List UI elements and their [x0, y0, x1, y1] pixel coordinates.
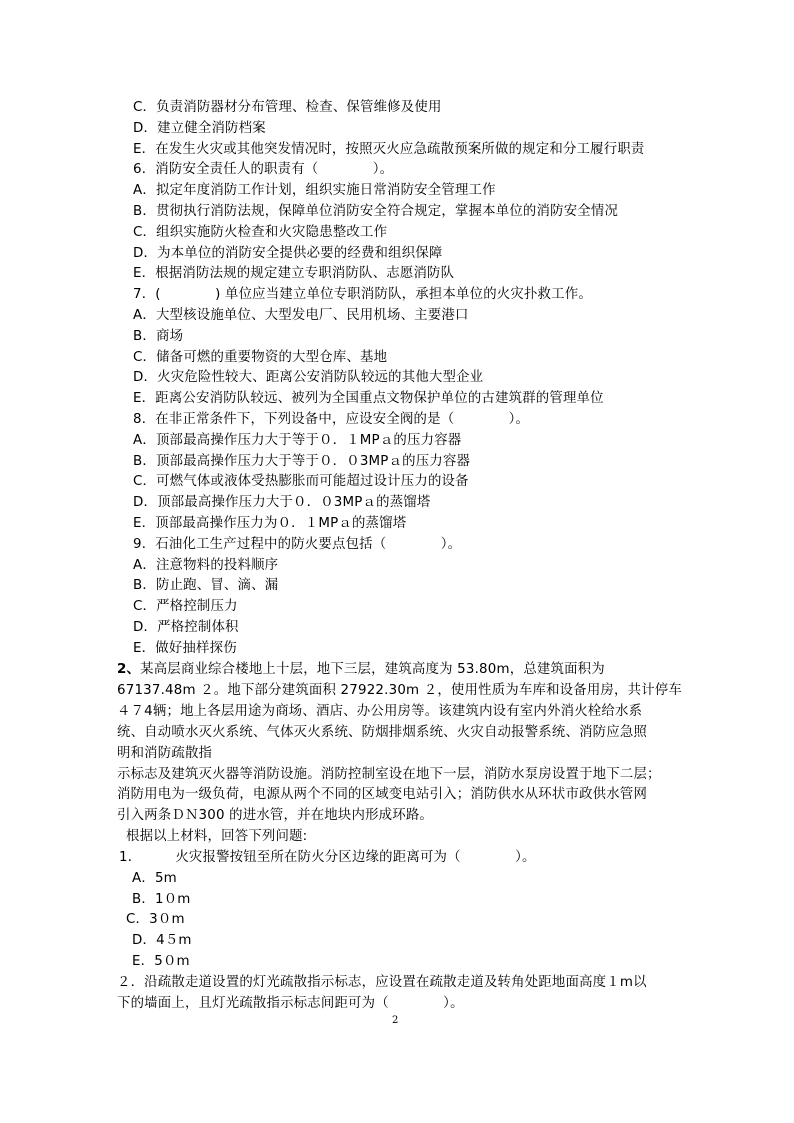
- case2-line-3: ４７4辆；地上各层用途为商场、酒店、办公用房等。该建筑内设有室内外消火栓给水系: [117, 704, 643, 719]
- q6-option-e: E．根据消防法规的规定建立专职消防队、志愿消防队: [133, 266, 455, 281]
- question-6: 6．消防安全责任人的职责有（ ）。: [133, 162, 394, 177]
- case2-line-1: [117, 661, 605, 678]
- q9-option-d: D．严格控制体积: [133, 620, 239, 635]
- option-c-duties: C．负责消防器材分布管理、检查、保管维修及使用: [133, 100, 442, 115]
- question-9: 9．石油化工生产过程中的防火要点包括（ ）。: [133, 537, 462, 552]
- q9-option-b: B．防止跑、冒、滴、漏: [133, 578, 279, 593]
- case2-line-4: 统、自动喷水灭火系统、气体灭火系统、防烟排烟系统、火灾自动报警系统、消防应急照: [117, 725, 648, 740]
- case2-prompt: 根据以上材料，回答下列问题:: [126, 829, 308, 844]
- q7-option-e: E．距离公安消防队较远、被列为全国重点文物保护单位的古建筑群的管理单位: [133, 391, 604, 406]
- q9-option-e: E．做好抽样探伤: [133, 641, 237, 656]
- q9-option-a: A．注意物料的投料顺序: [133, 558, 279, 573]
- q8-option-c: C．可燃气体或液体受热膨胀而可能超过设计压力的设备: [133, 474, 469, 489]
- case2-q1-option-b: B．1０m: [132, 892, 191, 907]
- q7-option-b: B．商场: [133, 329, 184, 344]
- case2-question-2-line-2: 下的墙面上，且灯光疏散指示标志间距可为（ ）。: [117, 996, 464, 1011]
- case2-question-2-line-1: ２．沿疏散走道设置的灯光疏散指示标志，应设置在疏散走道及转角处距地面高度１m以: [117, 975, 647, 990]
- q7-option-a: A．大型核设施单位、大型发电厂、民用机场、主要港口: [133, 308, 469, 323]
- question-7: 7．( ) 单位应当建立单位专职消防队，承担本单位的火灾扑救工作。: [133, 287, 592, 302]
- case2-question-1: [119, 849, 536, 866]
- case2-q1-option-e: E．5０m: [132, 954, 190, 969]
- case-number: 2、: [117, 662, 141, 677]
- question-number: 1．: [119, 850, 142, 865]
- q8-option-b: B．顶部最高操作压力大于等于０．０3MPａ的压力容器: [133, 454, 471, 469]
- case2-line-8: 引入两条ＤＮ300 的进水管，并在地块内形成环路。: [117, 808, 434, 823]
- case2-line-5: 明和消防疏散指: [117, 746, 213, 761]
- q8-option-a: A．顶部最高操作压力大于等于０．１MPａ的压力容器: [133, 433, 462, 448]
- question-8: 8．在非正常条件下，下列设备中，应设安全阀的是（ ）。: [133, 412, 530, 427]
- case2-q1-option-c: C．3０m: [126, 912, 185, 927]
- q6-option-a: A．拟定年度消防工作计划，组织实施日常消防安全管理工作: [133, 183, 496, 198]
- option-e-emergency: E．在发生火灾或其他突发情况时，按照灭火应急疏散预案所做的规定和分工履行职责: [133, 142, 645, 157]
- q7-option-c: C．储备可燃的重要物资的大型仓库、基地: [133, 350, 388, 365]
- q8-option-d: D．顶部最高操作压力大于０．０3MPａ的蒸馏塔: [133, 495, 431, 510]
- case2-line-2: 67137.48m ２。地下部分建筑面积 27922.30m ２，使用性质为车库和设备用房，共计停车: [117, 683, 682, 698]
- q9-option-c: C．严格控制压力: [133, 599, 238, 614]
- option-d-archives: D．建立健全消防档案: [133, 121, 266, 136]
- case2-line-6: 示标志及建筑灭火器等消防设施。消防控制室设在地下一层，消防水泵房设置于地下二层；: [117, 767, 661, 782]
- q6-option-b: B．贯彻执行消防法规，保障单位消防安全符合规定，掌握本单位的消防安全情况: [133, 204, 619, 219]
- q7-option-d: D．火灾危险性较大、距离公安消防队较远的其他大型企业: [133, 370, 484, 385]
- case2-line-7: 消防用电为一级负荷，电源从两个不同的区域变电站引入；消防供水从环状市政供水管网: [117, 787, 648, 802]
- case2-q1-option-a: A．5m: [132, 871, 177, 886]
- case2-text: 某高层商业综合楼地上十层，地下三层，建筑高度为 53.80m，总建筑面积为: [140, 662, 605, 677]
- q6-option-c: C．组织实施防火检查和火灾隐患整改工作: [133, 225, 388, 240]
- page-number: 2: [392, 1015, 399, 1026]
- q6-option-d: D．为本单位的消防安全提供必要的经费和组织保障: [133, 246, 443, 261]
- q8-option-e: E．顶部最高操作压力为０．１MPａ的蒸馏塔: [133, 516, 407, 531]
- case2-q1-option-d: D．4５m: [132, 933, 192, 948]
- question-stem: 火灾报警按钮至所在防火分区边缘的距离可为（ ）。: [175, 850, 536, 865]
